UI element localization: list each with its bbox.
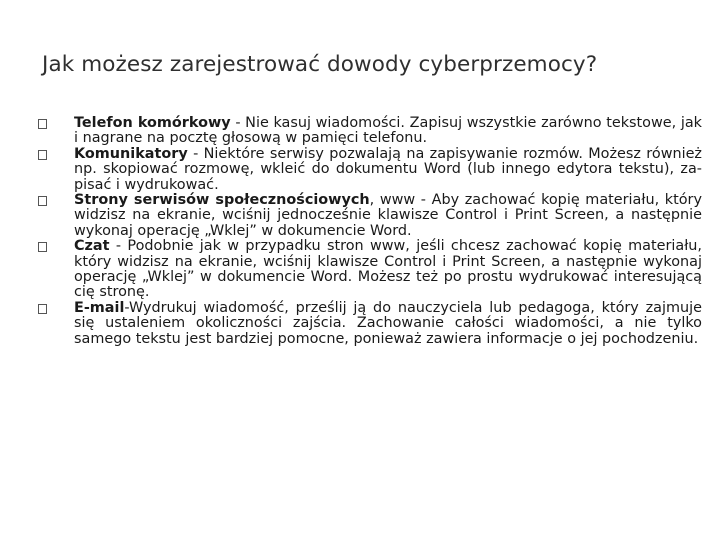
bullet-item-telefon (38, 116, 702, 147)
bullet-list (38, 116, 702, 347)
bullet-text: - Podobnie jak w przypadku stron www, jeśli chcesz zachować kopię materiału, który widzisz na ekranie, wciśnij klawisze Control i Print Screen, a następnie wykonaj operację „Wklej” w dokumencie Word. Możesz też po prostu wydrukować interesującą cię stronę. (74, 238, 702, 301)
bullet-item-email (38, 301, 702, 347)
bullet-term: Strony serwisów społecznościowych (74, 192, 370, 209)
square-bullet-icon (38, 196, 47, 206)
slide-title: Jak możesz zarejestrować dowody cyberprzemocy? (42, 52, 598, 77)
bullet-term: Czat (74, 238, 110, 255)
bullet-text: - Nie kasuj wiadomości. Zapisuj wszystkie zarówno tekstowe, jak i nagrane na pocztę głosową w pamięci telefonu. (74, 115, 702, 147)
bullet-text: , www - Aby zachować kopię materiału, który widzisz na ekranie, wciśnij jednocześnie klawisze Control i Print Screen, a następnie wykonaj operację „Wklej” w dokumencie Word. (74, 192, 702, 239)
bullet-term: Komunikatory (74, 145, 188, 162)
bullet-text: - Niektóre serwisy pozwalają na zapisywanie rozmów. Możesz również np. skopiować rozmowę, wkleić do dokumentu Word (lub innego edytora tekstu), za-pisać i wydrukować. (74, 145, 702, 193)
bullet-item-komunikatory (38, 147, 702, 193)
bullet-term: E-mail (74, 299, 125, 316)
bullet-term: Telefon komórkowy (74, 115, 231, 131)
bullet-text: -Wydrukuj wiadomość, prześlij ją do nauczyciela lub pedagoga, który zajmuje się ustaleniem okoliczności zajścia. Zachowanie całości wiadomości, a nie tylko samego tekstu jest bardziej pomocne, ponieważ zawiera informacje o jej pochodzeniu. (74, 299, 702, 347)
bullet-item-czat (38, 239, 702, 301)
square-bullet-icon (38, 242, 47, 252)
square-bullet-icon (38, 150, 47, 160)
square-bullet-icon (38, 304, 47, 314)
square-bullet-icon (38, 119, 47, 129)
bullet-item-strony (38, 193, 702, 239)
